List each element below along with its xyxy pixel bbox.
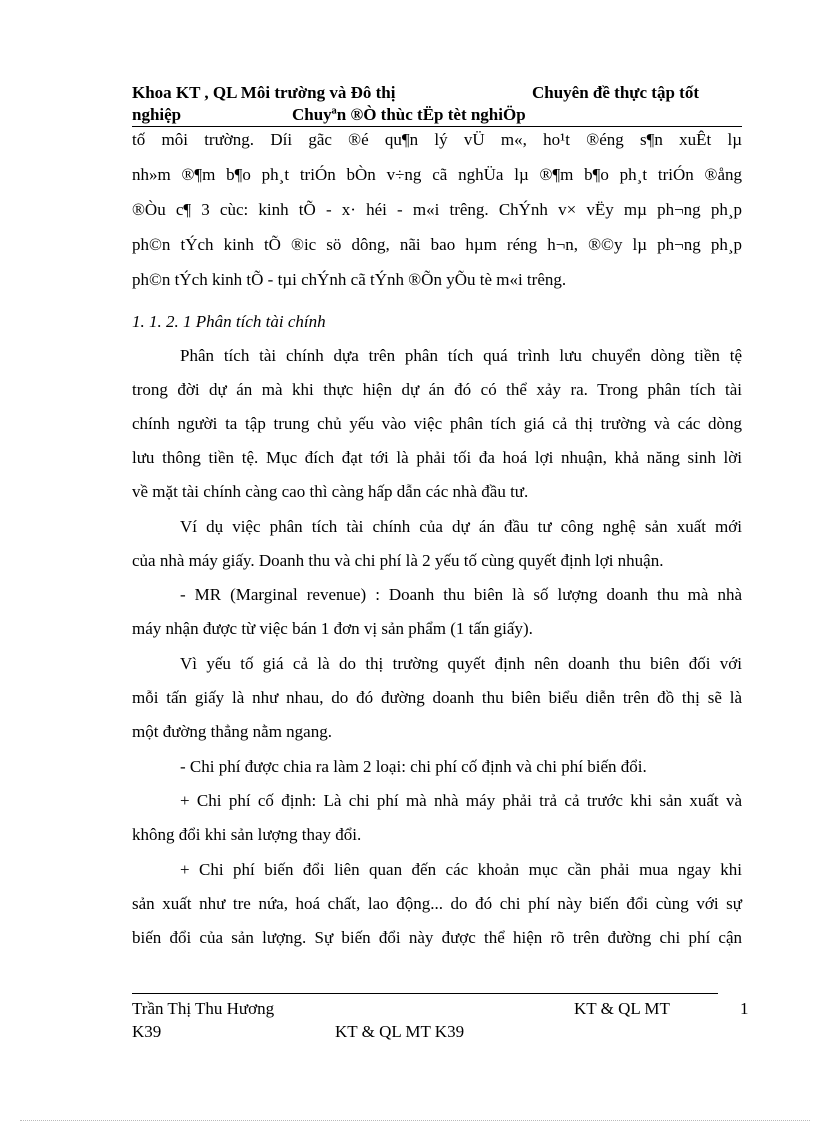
text-line: ph©n tÝch kinh tÕ - tµi chÝnh cã tÝnh ®Õn yÕu tè m«i trêng. bbox=[132, 270, 567, 289]
text-line: không đổi khi sản lượng thay đổi. bbox=[132, 825, 362, 844]
footer-class-center: KT & QL MT K39 bbox=[335, 1022, 465, 1041]
text-line: + Chi phí biến đổi liên quan đến các khoản mục cần phải mua ngay khi bbox=[180, 860, 742, 879]
header-divider bbox=[132, 126, 742, 127]
text-line: về mặt tài chính càng cao thì càng hấp dẫn các nhà đầu tư. bbox=[132, 482, 529, 501]
footer-divider bbox=[132, 993, 718, 994]
header-report-title: Chuyên đề thực tập tốt bbox=[532, 83, 699, 102]
footer-cohort: K39 bbox=[132, 1022, 162, 1041]
text-line: trong đời dự án mà khi thực hiện dự án đó có thể xảy ra. Trong phân tích tài bbox=[132, 380, 742, 399]
header-garbled-title: Chuyªn ®Ò thùc tËp tèt nghiÖp bbox=[292, 105, 526, 124]
text-line: lưu thông tiền tệ. Mục đích đạt tới là phải tối đa hoá lợi nhuận, khả năng sinh lời bbox=[132, 448, 742, 467]
text-line: chính người ta tập trung chủ yếu vào việc phân tích giá cả thị trường và các dòng bbox=[132, 414, 742, 433]
text-line: ®Òu c¶ 3 cùc: kinh tÕ - x· héi - m«i trêng. ChÝnh v× vËy mµ ph¬ng ph¸p bbox=[132, 200, 742, 219]
text-line: nh»m ®¶m b¶o ph¸t triÓn bÒn v÷ng cã nghÜa lµ ®¶m b¶o ph¸t triÓn ®ång bbox=[132, 165, 742, 184]
text-line: Ví dụ việc phân tích tài chính của dự án đầu tư công nghệ sản xuất mới bbox=[180, 517, 742, 536]
page-edge-divider bbox=[20, 1120, 810, 1121]
text-line: Vì yếu tố giá cả là do thị trường quyết định nên doanh thu biên đối với bbox=[180, 654, 742, 673]
text-line: một đường thẳng nằm ngang. bbox=[132, 722, 332, 741]
text-line: sản xuất như tre nứa, hoá chất, lao động... do đó chi phí này biến đổi cùng với sự bbox=[132, 894, 742, 913]
text-line: biến đổi của sản lượng. Sự biến đổi này được thể hiện rõ trên đường chi phí cận bbox=[132, 928, 742, 947]
text-line: máy nhận được từ việc bán 1 đơn vị sản phẩm (1 tấn giấy). bbox=[132, 619, 533, 638]
section-heading: 1. 1. 2. 1 Phân tích tài chính bbox=[132, 312, 326, 331]
text-line: Phân tích tài chính dựa trên phân tích quá trình lưu chuyển dòng tiền tệ bbox=[180, 346, 742, 365]
text-line: của nhà máy giấy. Doanh thu và chi phí là 2 yếu tố cùng quyết định lợi nhuận. bbox=[132, 551, 664, 570]
footer-class: KT & QL MT bbox=[574, 999, 670, 1018]
text-line: - MR (Marginal revenue) : Doanh thu biên là số lượng doanh thu mà nhà bbox=[180, 585, 742, 604]
header-report-title-cont: nghiệp bbox=[132, 105, 182, 124]
text-line: tố môi trường. Díi gãc ®é qu¶n lý vÜ m«, ho¹t ®éng s¶n xuÊt lµ bbox=[132, 130, 742, 149]
text-line: - Chi phí được chia ra làm 2 loại: chi phí cố định và chi phí biến đổi. bbox=[180, 757, 647, 776]
page-number: 1 bbox=[740, 999, 749, 1018]
header-faculty: Khoa KT , QL Môi trường và Đô thị bbox=[132, 83, 396, 102]
text-line: ph©n tÝch kinh tÕ ®ic sö dông, nãi bao hµm réng h¬n, ®©y lµ ph¬ng ph¸p bbox=[132, 235, 742, 254]
footer-author: Trần Thị Thu Hương bbox=[132, 999, 275, 1018]
text-line: mỗi tấn giấy là như nhau, do đó đường doanh thu biên biểu diễn trên đồ thị sẽ là bbox=[132, 688, 742, 707]
text-line: + Chi phí cố định: Là chi phí mà nhà máy phải trả cả trước khi sản xuất và bbox=[180, 791, 742, 810]
